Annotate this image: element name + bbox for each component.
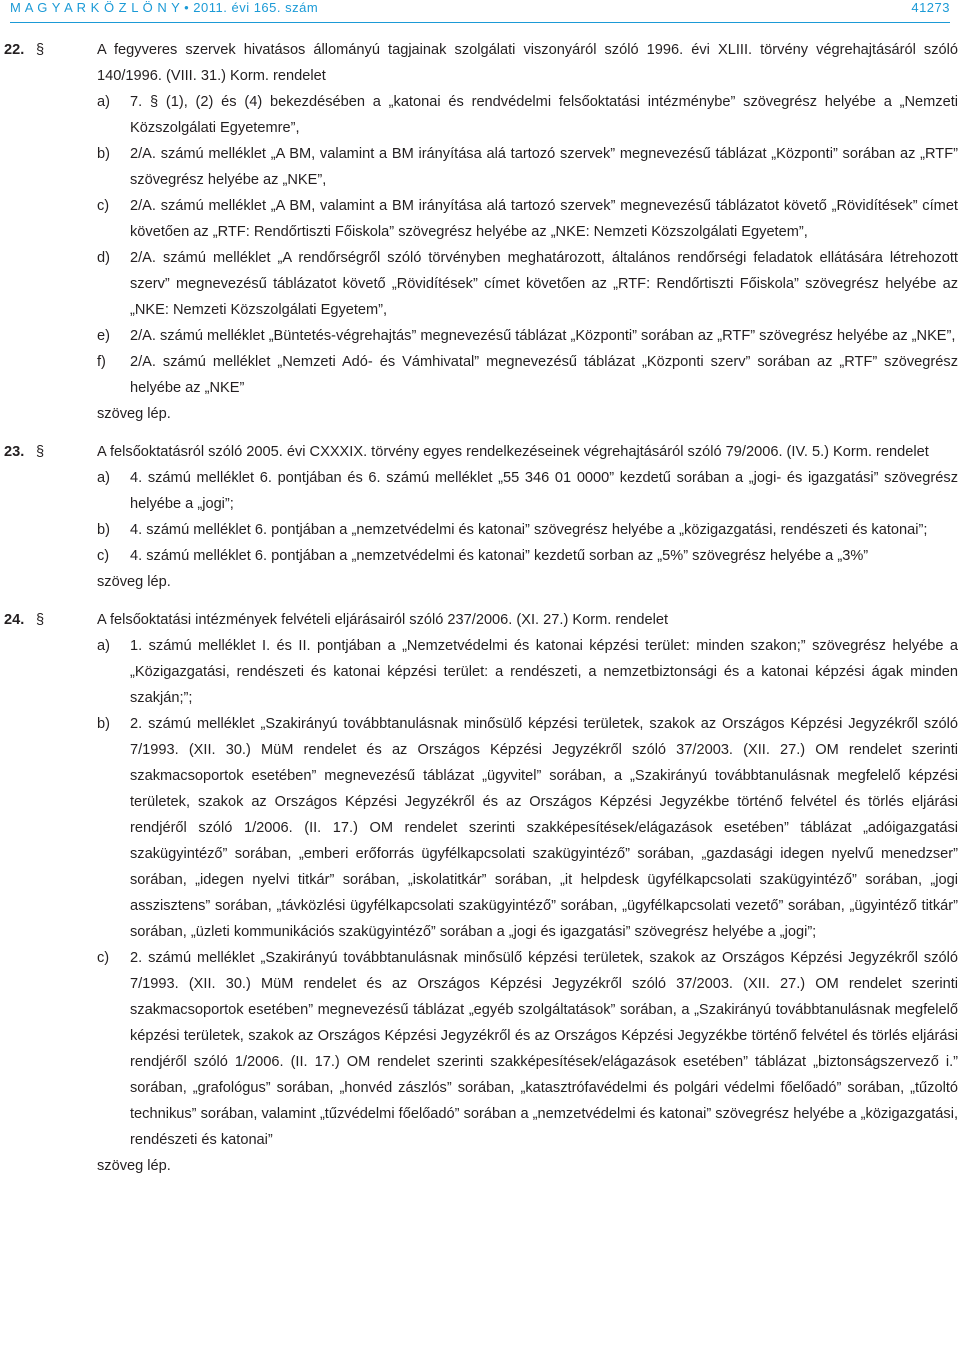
list-item — [97, 323, 958, 349]
item-label: c) — [97, 198, 110, 214]
list-item — [97, 141, 958, 193]
item-text: 2/A. számú melléklet „A BM, valamint a BM irányítása alá tartozó szervek” megnevezésű táblázatot követő „Rövidítések” címet követően az „RTF: Rendőrtiszti Főiskola” szövegrész helyébe az „NKE: Nemzeti Közszolgálati Egyetem”, — [130, 198, 958, 240]
document-body — [0, 37, 960, 1179]
section-body — [97, 439, 958, 595]
item-label: e) — [97, 328, 110, 344]
item-text: 4. számú melléklet 6. pontjában és 6. számú melléklet „55 346 01 0000” kezdetű sorában a „jogi- és igazgatási” szövegrész helyébe a „jogi”; — [130, 470, 958, 512]
closing-text: szöveg lép. — [97, 574, 171, 590]
list-item — [97, 633, 958, 711]
list-item — [97, 245, 958, 323]
item-text: 4. számú melléklet 6. pontjában a „nemzetvédelmi és katonai” szövegrész helyébe a „közigazgatási, rendészeti és katonai”; — [130, 522, 928, 538]
paragraph-symbol: § — [36, 42, 45, 58]
closing-text: szöveg lép. — [97, 1158, 171, 1174]
item-label: a) — [97, 470, 110, 486]
item-label: a) — [97, 638, 110, 654]
item-text: 2/A. számú melléklet „A rendőrségről szóló törvényben meghatározott, általános rendőrségi feladatok ellátására létrehozott szerv” megnevezésű táblázatot követő „Rövidítések” címet követően az „RTF: Rendőrtiszti Főiskola” szövegrész helyébe az „NKE: Nemzeti Közszolgálati Egyetem”, — [130, 250, 958, 318]
section-body — [97, 37, 958, 427]
section-title: A felsőoktatási intézmények felvételi eljárásairól szóló 237/2006. (XI. 27.) Korm. rendelet — [97, 612, 669, 628]
closing-text: szöveg lép. — [97, 406, 171, 422]
list-item — [97, 349, 958, 401]
item-label: d) — [97, 250, 110, 266]
item-label: a) — [97, 94, 110, 110]
section-number: 22. — [4, 42, 25, 58]
item-label: b) — [97, 522, 110, 538]
item-text: 4. számú melléklet 6. pontjában a „nemzetvédelmi és katonai” kezdetű sorban az „5%” szövegrész helyébe a „3%” — [130, 548, 869, 564]
header-rule — [10, 22, 950, 23]
section-22 — [0, 37, 960, 427]
section-number: 23. — [4, 444, 25, 460]
section-number: 24. — [4, 612, 25, 628]
section-body — [97, 607, 958, 1179]
page-number: 41273 — [911, 0, 950, 15]
list-item — [97, 945, 958, 1153]
list-item — [97, 465, 958, 517]
item-text: 2/A. számú melléklet „A BM, valamint a BM irányítása alá tartozó szervek” megnevezésű táblázat „Központi” sorában az „RTF” szövegrész helyébe az „NKE”, — [130, 146, 958, 188]
journal-title: M A G Y A R K Ö Z L Ö N Y • 2011. évi 165. szám — [10, 0, 319, 15]
item-label: b) — [97, 716, 110, 732]
item-text: 1. számú melléklet I. és II. pontjában a „Nemzetvédelmi és katonai képzési terület: minden szakon;” szövegrész helyébe a „Közigazgatási, rendészeti és katonai képzési terület: a rendészeti, a nemzetbiztonsági és a katonai képzési ágak minden szakján;”; — [130, 638, 958, 706]
item-text: 7. § (1), (2) és (4) bekezdésében a „katonai és rendvédelmi felsőoktatási intézménybe” szövegrész helyébe a „Nemzeti Közszolgálati Egyetemre”, — [130, 94, 958, 136]
list-item — [97, 711, 958, 945]
item-label: b) — [97, 146, 110, 162]
item-label: f) — [97, 354, 106, 370]
paragraph-symbol: § — [36, 612, 45, 628]
section-23 — [0, 439, 960, 595]
section-title: A fegyveres szervek hivatásos állományú tagjainak szolgálati viszonyáról szóló 1996. évi XLIII. törvény végrehajtásáról szóló 140/1996. (VIII. 31.) Korm. rendelet — [97, 42, 958, 84]
list-item — [97, 517, 958, 543]
list-item — [97, 89, 958, 141]
item-label: c) — [97, 950, 110, 966]
item-text: 2/A. számú melléklet „Nemzeti Adó- és Vámhivatal” megnevezésű táblázat „Központi szerv” sorában az „RTF” szövegrész helyébe az „NKE” — [130, 354, 958, 396]
list-item — [97, 543, 958, 569]
section-title: A felsőoktatásról szóló 2005. évi CXXXIX. törvény egyes rendelkezéseinek végrehajtásáról szóló 79/2006. (IV. 5.) Korm. rendelet — [97, 444, 929, 460]
item-text: 2. számú melléklet „Szakirányú továbbtanulásnak minősülő képzési területek, szakok az Országos Képzési Jegyzékről szóló 7/1993. (XII. 30.) MüM rendelet és az Országos Képzési Jegyzékről szóló 37/2003. (XII. 27.) OM rendelet szerinti szakmacsoportok esetében” megnevezésű táblázat „ügyvitel” sorában, a „Szakirányú továbbtanulásnak megfelelő képzési területek, szakok az Országos Képzési Jegyzékről és az Országos Képzési Jegyzékbe történő felvétel és törlés eljárási rendjéről szóló 1/2006. (II. 17.) OM rendelet szerinti szakképesítések/elágazások esetében” táblázat „adóigazgatási szakügyintéző” sorában, „emberi erőforrás ügyfélkapcsolati szakügyintéző” sorában, „gazdasági idegen nyelvű menedzser” sorában, „idegen nyelvi titkár” sorában, „iskolatitkár” sorában, „it helpdesk ügyfélkapcsolati szakügyintéző” sorában, „jogi asszisztens” sorában, „távközlési ügyfélkapcsolati szakügyintéző” sorában, „ügyfélkapcsolati vezető” sorában, „ügyintéző titkár” sorában, „üzleti kommunikációs szakügyintéző” sorában a „jogi és igazgatási” szövegrész helyébe a „jogi”; — [130, 716, 958, 940]
section-24 — [0, 607, 960, 1179]
page-header — [10, 0, 950, 22]
list-item — [97, 193, 958, 245]
item-text: 2/A. számú melléklet „Büntetés-végrehajtás” megnevezésű táblázat „Központi” sorában az „RTF” szövegrész helyébe az „NKE”, — [130, 328, 956, 344]
item-label: c) — [97, 548, 110, 564]
item-text: 2. számú melléklet „Szakirányú továbbtanulásnak minősülő képzési területek, szakok az Országos Képzési Jegyzékről szóló 7/1993. (XII. 30.) MüM rendelet és az Országos Képzési Jegyzékről szóló 37/2003. (XII. 27.) OM rendelet szerinti szakmacsoportok esetében” megnevezésű táblázat „egyéb szolgáltatások” sorában, a „Szakirányú továbbtanulásnak megfelelő képzési területek, szakok az Országos Képzési Jegyzékről és az Országos Képzési Jegyzékbe történő felvétel és törlés eljárási rendjéről szóló 1/2006. (II. 17.) OM rendelet szerinti szakképesítések/elágazások esetében” táblázat „biztonságszervező i.” sorában, „grafológus” sorában, „honvéd zászlós” sorában, „katasztrófavédelmi és polgári védelmi főelőadó” sorában, „tűzoltó technikus” sorában, valamint „tűzvédelmi főelőadó” sorában a „nemzetvédelmi és katonai” szövegrész helyébe a „közigazgatási, rendészeti és katonai” — [130, 950, 958, 1148]
paragraph-symbol: § — [36, 444, 45, 460]
